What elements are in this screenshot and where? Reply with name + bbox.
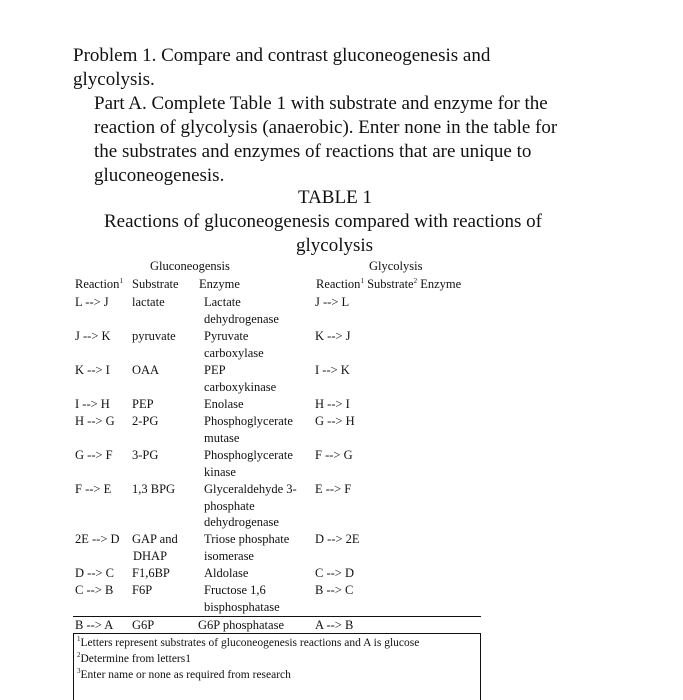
row-7-substrate: 1,3 BPG — [132, 482, 176, 496]
row-6-reaction: G --> F — [75, 448, 113, 462]
footnote-3: $^3$Enter name or none as required from research — [77, 667, 291, 681]
row-8-glycolysis-reaction: D --> 2E — [315, 532, 360, 546]
row-6-substrate: 3-PG — [132, 448, 159, 462]
part-a-line-1: Part A. Complete Table 1 with substrate and enzyme for the — [94, 93, 548, 114]
header-glycolysis-substrate-footnote-mark: 2 — [413, 276, 418, 285]
row-11-substrate: G6P — [132, 618, 155, 632]
footnote-box-right — [480, 633, 481, 700]
header-substrate: Substrate — [132, 277, 179, 291]
row-9-enzyme: Aldolase — [204, 566, 249, 580]
table-caption-line-1: Reactions of gluconeogenesis compared with reactions of — [104, 211, 542, 232]
row-10-reaction: C --> B — [75, 583, 114, 597]
row-4-substrate: PEP — [132, 397, 154, 411]
row-11-enzyme: G6P phosphatase — [198, 618, 284, 632]
row-7-reaction: F --> E — [75, 482, 112, 496]
row-3-glycolysis-reaction: I --> K — [315, 363, 350, 377]
row-2-glycolysis-reaction: K --> J — [315, 329, 351, 343]
row-2-substrate: pyruvate — [132, 329, 176, 343]
group-header-glycolysis: Glycolysis — [369, 259, 423, 273]
row-1-enzyme: Lactate dehydrogenase — [204, 295, 279, 326]
row-5-reaction: H --> G — [75, 414, 115, 428]
row-7-glycolysis-reaction: E --> F — [315, 482, 352, 496]
footnote-1: $^1$Letters represent substrates of gluconeogenesis reactions and A is glucose — [77, 635, 420, 649]
row-3-reaction: K --> I — [75, 363, 110, 377]
header-glycolysis-reaction: Reaction$^1$ Substrate$^2$ Enzyme — [316, 276, 462, 291]
row-4-reaction: I --> H — [75, 397, 110, 411]
row-2-enzyme: Pyruvate carboxylase — [204, 329, 264, 360]
header-reaction: Reaction$^1$ — [75, 276, 123, 291]
row-9-substrate: F1,6BP — [132, 566, 170, 580]
row-8-reaction: 2E --> D — [75, 532, 120, 546]
problem-line-1: Problem 1. Compare and contrast gluconeogenesis and — [73, 45, 491, 66]
row-8-substrate: GAP and DHAP — [132, 532, 178, 563]
row-2-reaction: J --> K — [75, 329, 111, 343]
row-1-glycolysis-reaction: J --> L — [315, 295, 350, 309]
row-4-glycolysis-reaction: H --> I — [315, 397, 350, 411]
row-6-glycolysis-reaction: F --> G — [315, 448, 353, 462]
header-reaction-footnote-mark: 1 — [119, 276, 123, 285]
row-11-reaction: B --> A — [75, 618, 114, 632]
row-10-glycolysis-reaction: B --> C — [315, 583, 354, 597]
row-4-enzyme: Enolase — [204, 397, 244, 411]
header-enzyme: Enzyme — [199, 277, 240, 291]
footnote-box-top — [73, 633, 481, 634]
row-10-substrate: F6P — [132, 583, 153, 597]
row-5-enzyme: Phosphoglycerate mutase — [204, 414, 293, 445]
row-11-glycolysis-reaction: A --> B — [315, 618, 354, 632]
row-10-enzyme: Fructose 1,6 bisphosphatase — [204, 583, 280, 614]
row-1-reaction: L --> J — [75, 295, 109, 309]
footnote-2: $^2$Determine from letters1 — [77, 651, 191, 665]
row-3-enzyme: PEP carboxykinase — [204, 363, 277, 394]
row-9-reaction: D --> C — [75, 566, 114, 580]
row-9-glycolysis-reaction: C --> D — [315, 566, 354, 580]
table-caption-line-2: glycolysis — [296, 235, 374, 256]
row-5-glycolysis-reaction: G --> H — [315, 414, 355, 428]
row-8-enzyme: Triose phosphate isomerase — [204, 532, 290, 563]
row-6-enzyme: Phosphoglycerate kinase — [204, 448, 293, 479]
problem-line-2: glycolysis. — [73, 69, 155, 90]
row-1-substrate: lactate — [132, 295, 165, 309]
group-header-gluconeogenesis: Gluconeogensis — [150, 259, 230, 273]
part-a-line-4: gluconeogenesis. — [94, 165, 225, 186]
header-glycolysis-reaction-footnote-mark: 1 — [360, 276, 364, 285]
part-a-line-2: reaction of glycolysis (anaerobic). Enter none in the table for — [94, 117, 558, 138]
row-5-substrate: 2-PG — [132, 414, 159, 428]
part-a-line-3: the substrates and enzymes of reactions that are unique to — [94, 141, 532, 162]
row-7-enzyme: Glyceraldehyde 3- phosphate dehydrogenase — [204, 482, 297, 529]
table-label: TABLE 1 — [298, 187, 372, 208]
footnote-box-left — [73, 633, 74, 700]
row-3-substrate: OAA — [132, 363, 160, 377]
